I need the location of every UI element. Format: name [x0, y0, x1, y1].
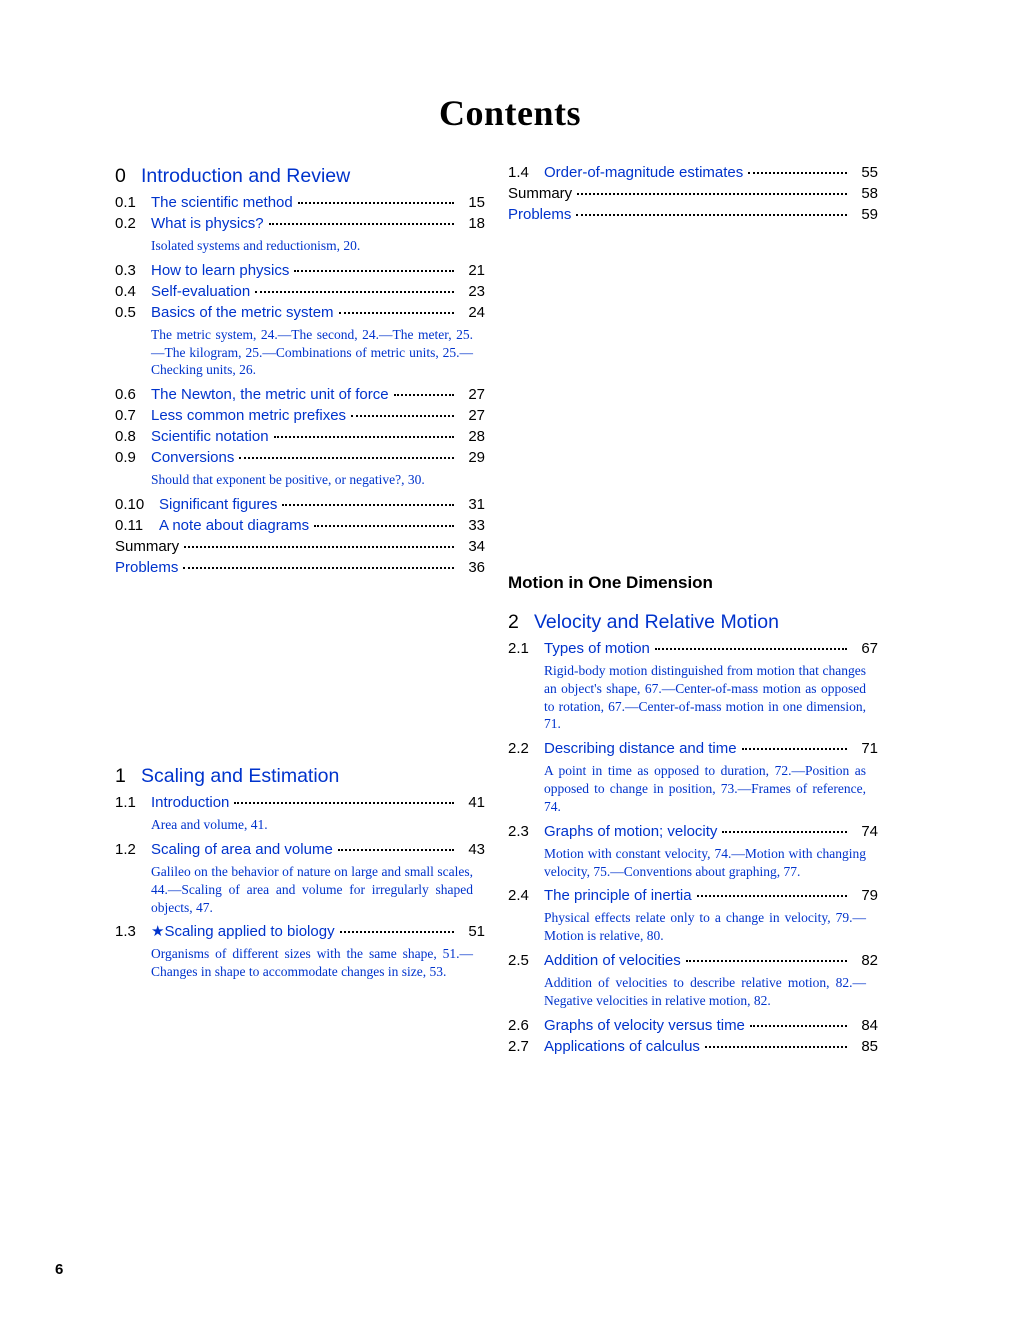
dot-leader — [239, 456, 454, 459]
page-number: 18 — [468, 215, 485, 232]
page-number: 79 — [861, 887, 878, 905]
page-number: 82 — [861, 951, 878, 969]
section-title: Applications of calculus — [544, 1037, 700, 1055]
page-number: 27 — [468, 407, 485, 425]
section-number: 1.2 — [115, 840, 136, 858]
dot-leader — [340, 930, 454, 933]
section-title: Summary — [508, 185, 573, 202]
section-title: Order-of-magnitude estimates — [544, 164, 744, 181]
section-title: ★Scaling applied to biology — [151, 923, 335, 941]
toc-entry[interactable] — [115, 497, 485, 512]
toc-entry[interactable] — [508, 165, 878, 180]
section-title: Self-evaluation — [151, 282, 251, 300]
page-number: 84 — [861, 1016, 878, 1034]
section-description: Isolated systems and reductionism, 20. — [151, 238, 361, 253]
page-number: 85 — [861, 1037, 878, 1055]
section-description: Physical effects relate only to a change in velocity, 79.—Motion is relative, 80. — [544, 910, 866, 944]
dot-leader — [269, 222, 454, 225]
section-description: A point in time as opposed to duration, 72.—Position as opposed to change in position, 73.—Frames of reference, 74. — [544, 763, 866, 814]
page-number: 34 — [468, 538, 485, 556]
toc-entry[interactable] — [115, 924, 485, 939]
dot-leader — [282, 503, 454, 506]
toc-entry[interactable] — [115, 195, 485, 210]
page-number: 41 — [468, 794, 485, 812]
section-number: 0.3 — [115, 261, 136, 279]
chapter-number: 0 — [115, 165, 126, 187]
page-number: 59 — [861, 206, 878, 223]
toc-entry[interactable] — [508, 953, 878, 968]
chapter-heading-1[interactable] — [115, 765, 485, 788]
dot-leader — [234, 801, 454, 804]
toc-entry-problems[interactable] — [508, 207, 878, 222]
page-number: 23 — [468, 282, 485, 300]
page-number: 29 — [468, 449, 485, 467]
section-number: 2.1 — [508, 640, 529, 657]
page-number: 15 — [468, 194, 485, 211]
section-description: Area and volume, 41. — [151, 817, 268, 833]
toc-entry[interactable] — [115, 408, 485, 423]
section-description: Organisms of different sizes with the same shape, 51.—Changes in shape to accommodate changes in size, 53. — [151, 946, 473, 980]
toc-entry[interactable] — [115, 216, 485, 231]
toc-entry-problems[interactable] — [115, 560, 485, 575]
dot-leader — [722, 830, 847, 833]
toc-entry[interactable] — [508, 1018, 878, 1033]
dot-leader — [255, 290, 454, 293]
toc-entry[interactable] — [508, 1039, 878, 1054]
dot-leader — [394, 393, 454, 396]
folio-page-number: 6 — [55, 1261, 64, 1278]
chapter-title: Introduction and Review — [141, 165, 351, 187]
left-column — [115, 165, 485, 989]
section-title: Conversions — [151, 449, 235, 467]
section-title: Types of motion — [544, 640, 650, 657]
dot-leader — [351, 414, 454, 417]
page-number: 55 — [861, 164, 878, 181]
section-title: Less common metric prefixes — [151, 407, 347, 425]
page-number: 51 — [468, 923, 485, 941]
section-number: 1.3 — [115, 923, 136, 941]
section-number: 0.11 — [115, 517, 144, 535]
section-title: Scientific notation — [151, 428, 269, 446]
page-number: 31 — [468, 496, 485, 514]
section-number: 1.1 — [115, 794, 136, 812]
toc-entry[interactable] — [115, 450, 485, 465]
page-number: 21 — [468, 261, 485, 279]
dot-leader — [750, 1024, 847, 1027]
section-number: 0.5 — [115, 303, 136, 321]
right-column — [508, 165, 878, 1060]
section-number: 2.5 — [508, 951, 529, 969]
section-title: Summary — [115, 538, 180, 556]
contents-columns — [0, 165, 1020, 1255]
section-number: 2.2 — [508, 740, 529, 758]
dot-leader — [576, 213, 847, 216]
section-description: Rigid-body motion distinguished from motion that changes an object's shape, 67.—Center-of-mass motion as opposed to rotation, 67.—Center-of-mass motion in one dimension, 71. — [544, 663, 866, 732]
toc-entry[interactable] — [508, 641, 878, 656]
section-title: Problems — [115, 559, 179, 577]
dot-leader — [748, 171, 847, 174]
page-number: 24 — [468, 303, 485, 321]
dot-leader — [655, 647, 847, 650]
page-number: 43 — [468, 840, 485, 858]
section-number: 0.9 — [115, 449, 136, 467]
section-title: Graphs of motion; velocity — [544, 822, 718, 840]
page-number: 67 — [861, 640, 878, 657]
page-number: 28 — [468, 428, 485, 446]
page-title: Contents — [438, 93, 581, 133]
dot-leader — [338, 848, 454, 851]
section-title: Addition of velocities — [544, 951, 681, 969]
toc-entry[interactable] — [115, 795, 485, 810]
section-number: 1.4 — [508, 164, 529, 181]
dot-leader — [294, 269, 454, 272]
toc-entry[interactable] — [115, 518, 485, 533]
toc-entry[interactable] — [115, 387, 485, 402]
section-number: 0.8 — [115, 428, 136, 446]
section-description: Motion with constant velocity, 74.—Motion with changing velocity, 75.—Conventions about graphing, 77. — [544, 845, 866, 879]
section-title: The Newton, the metric unit of force — [151, 386, 389, 404]
dot-leader — [274, 435, 454, 438]
toc-entry[interactable] — [115, 305, 485, 320]
chapter-heading-0[interactable] — [115, 165, 485, 188]
section-title: The scientific method — [151, 194, 293, 211]
chapter-title: Scaling and Estimation — [141, 765, 340, 788]
section-number: 0.1 — [115, 194, 136, 211]
section-title: Introduction — [151, 794, 230, 812]
dot-leader — [686, 959, 847, 962]
toc-entry-summary[interactable] — [508, 186, 878, 201]
dot-leader — [339, 311, 454, 314]
section-title: What is physics? — [151, 215, 264, 232]
page-number: 36 — [468, 559, 485, 577]
chapter-number: 2 — [508, 611, 519, 633]
section-title: Graphs of velocity versus time — [544, 1016, 745, 1034]
dot-leader — [705, 1045, 847, 1048]
toc-entry[interactable] — [508, 888, 878, 903]
section-number: 0.6 — [115, 386, 136, 404]
toc-entry[interactable] — [508, 741, 878, 756]
chapter-heading-2[interactable] — [508, 611, 878, 634]
chapter-title: Velocity and Relative Motion — [534, 611, 779, 633]
section-title: Scaling of area and volume — [151, 840, 333, 858]
section-number: 0.7 — [115, 407, 136, 425]
toc-entry[interactable] — [115, 842, 485, 857]
section-description: Should that exponent be positive, or negative?, 30. — [151, 472, 425, 488]
section-title: Basics of the metric system — [151, 303, 334, 321]
page-number: 71 — [861, 740, 878, 758]
toc-entry[interactable] — [115, 284, 485, 299]
toc-entry[interactable] — [508, 824, 878, 839]
section-number: 0.2 — [115, 215, 136, 232]
dot-leader — [577, 192, 847, 195]
section-description: Addition of velocities to describe relative motion, 82.—Negative velocities in relative motion, 82. — [544, 974, 866, 1008]
column-spacer — [508, 228, 878, 573]
section-title: The principle of inertia — [544, 887, 692, 905]
page-number: 58 — [861, 185, 878, 202]
page-number: 74 — [861, 822, 878, 840]
dot-leader — [697, 894, 847, 897]
toc-entry-summary[interactable] — [115, 539, 485, 554]
section-title: Significant figures — [159, 496, 278, 514]
section-number: 0.10 — [115, 496, 145, 514]
dot-leader — [314, 524, 454, 527]
section-title: Problems — [508, 206, 572, 223]
section-number: 0.4 — [115, 282, 136, 300]
part-heading: Motion in One Dimension — [508, 573, 713, 592]
section-title: A note about diagrams — [159, 517, 310, 535]
dot-leader — [298, 201, 454, 204]
section-description: Galileo on the behavior of nature on large and small scales, 44.—Scaling of area and volume for irregularly shaped objects, 47. — [151, 863, 473, 915]
dot-leader — [742, 747, 847, 750]
dot-leader — [184, 545, 454, 548]
toc-entry[interactable] — [115, 263, 485, 278]
page-number: 27 — [468, 386, 485, 404]
section-title: How to learn physics — [151, 261, 290, 279]
dot-leader — [183, 566, 454, 569]
section-title: Describing distance and time — [544, 740, 737, 758]
page-number: 33 — [468, 517, 485, 535]
section-number: 2.6 — [508, 1016, 529, 1034]
section-description: The metric system, 24.—The second, 24.—The meter, 25.—The kilogram, 25.—Combinations of metric units, 25.—Checking units, 26. — [151, 326, 473, 378]
chapter-number: 1 — [115, 765, 126, 788]
section-number: 2.3 — [508, 822, 529, 840]
column-spacer — [115, 581, 485, 765]
toc-entry[interactable] — [115, 429, 485, 444]
section-number: 2.7 — [508, 1037, 529, 1055]
section-number: 2.4 — [508, 887, 529, 905]
